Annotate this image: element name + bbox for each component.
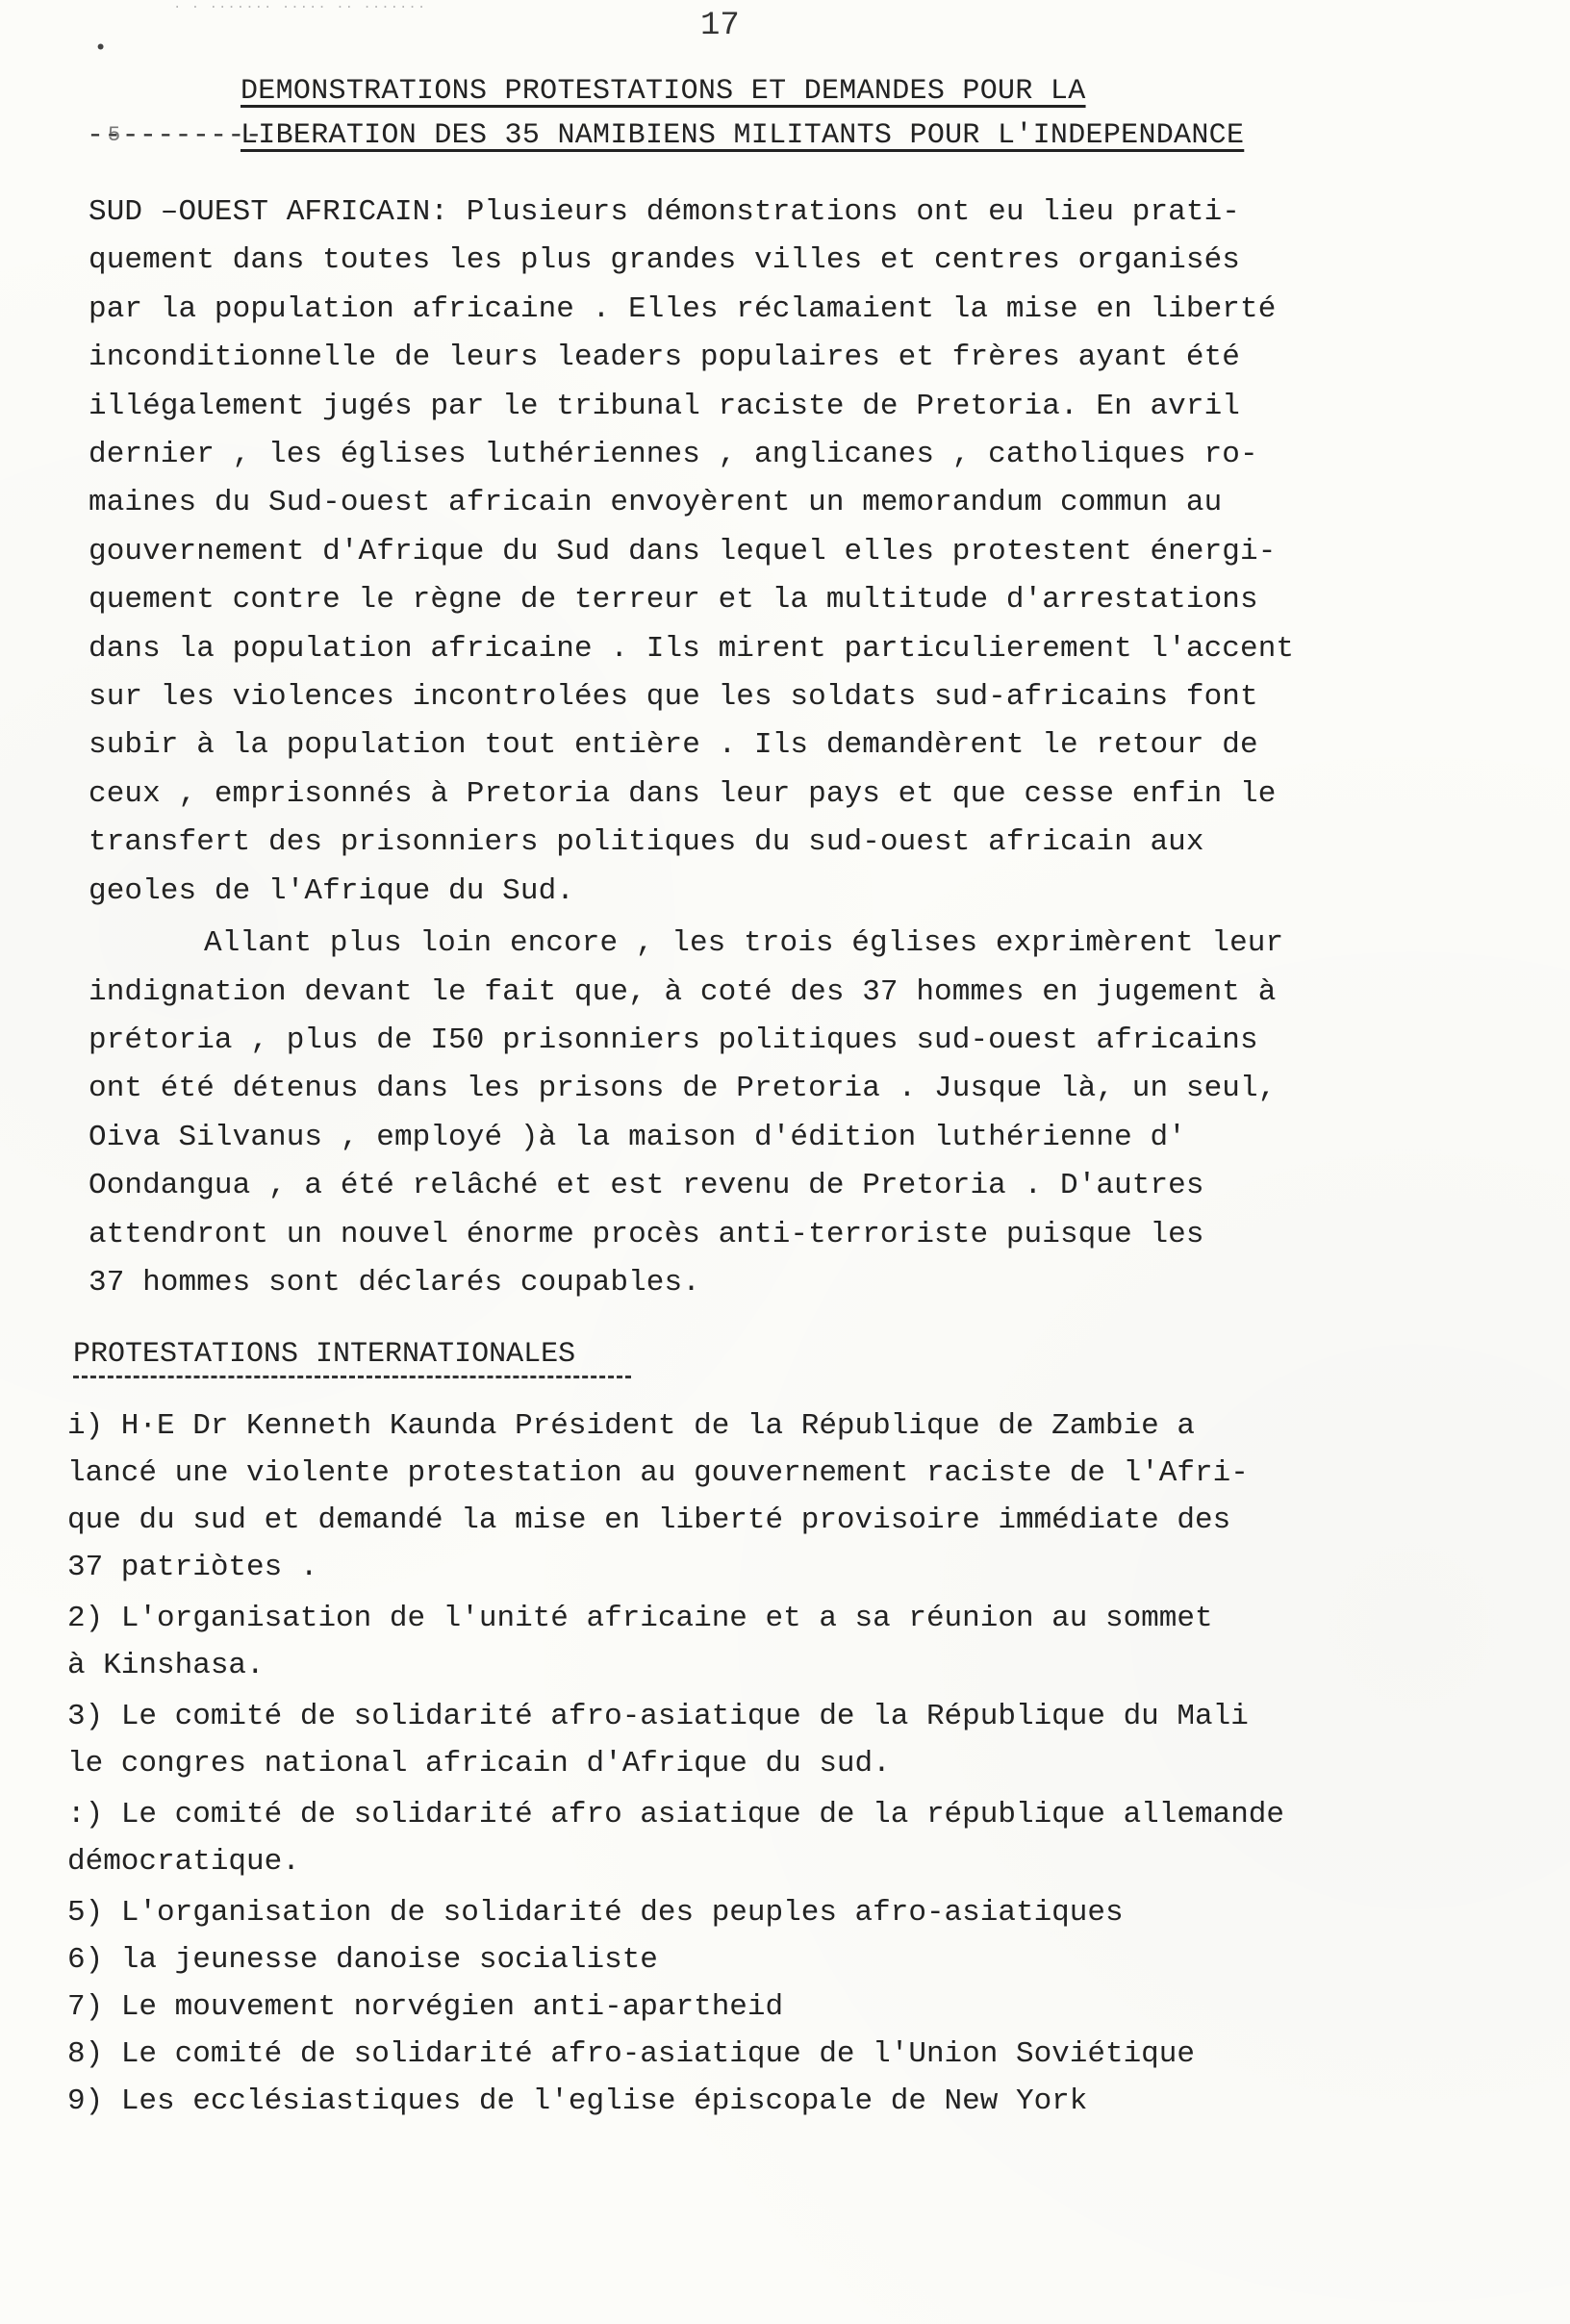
protest-list — [67, 1402, 1443, 2125]
list-item: 6) la jeunesse danoise socialiste — [67, 1943, 658, 1977]
document-body — [89, 189, 1445, 1307]
page-number: 17 — [700, 8, 740, 44]
list-item: :) Le comité de solidarité afro asiatique de la république allemande démocratique. — [67, 1798, 1285, 1879]
paragraph-1: SUD –OUEST AFRICAIN: Plusieurs démonstrations ont eu lieu prati- quement dans toutes les plus grandes villes et centres organisés par la population africaine . Elles réclamaient la mise en liberté inconditionnelle de leurs leaders populaires et frères ayant été illégalement jugés par le tribunal raciste de Pretoria. En avril dernier , les églises luthériennes , anglicanes , catholiques ro- maines du Sud-ouest africain envoyèrent un memorandum commun au gouvernement d'Afrique du Sud dans lequel elles protestent énergi- quement contre le règne de terreur et la multitude d'arrestations dans la population africaine . Ils mirent particulierement l'accent sur les violences incontrolées que les soldats sud-africains font subir à la population tout entière . Ils demandèrent le retour de ceux , emprisonnés à Pretoria dans leur pays et que cesse enfin le transfert des prisonniers politiques du sud-ouest africain aux geoles de l'Afrique du Sud. — [89, 195, 1295, 908]
title-line-2: ----- LIBERATION DES 35 NAMIBIENS MILITANTS POUR L'INDEPENDANCE — [250, 114, 1424, 158]
title-line-1: DEMONSTRATIONS PROTESTATIONS ET DEMANDES POUR LA — [241, 75, 1086, 108]
list-item: 3) Le comité de solidarité afro-asiatique de la République du Mali le congres national africain d'Afrique du sud. — [67, 1700, 1249, 1781]
corner-mark: • — [94, 37, 108, 61]
faded-stamp-text: · · ······· ····· ·· ······· — [173, 0, 427, 15]
margin-mark: 5 — [108, 123, 121, 147]
section-heading: PROTESTATIONS INTERNATIONALES — [73, 1338, 576, 1371]
list-item: i) H·E Dr Kenneth Kaunda Président de la République de Zambie a lancé une violente protestation au gouvernement raciste de l'Afri- que du sud et demandé la mise en liberté provisoire immédiate des 37 patriòtes . — [67, 1409, 1249, 1584]
list-item: 5) L'organisation de solidarité des peuples afro-asiatiques — [67, 1896, 1124, 1930]
list-item: 2) L'organisation de l'unité africaine et a sa réunion au sommet à Kinshasa. — [67, 1602, 1213, 1682]
section-heading-underline — [73, 1376, 631, 1378]
document-title — [241, 69, 1424, 158]
list-item: 8) Le comité de solidarité afro-asiatique de l'Union Soviétique — [67, 2037, 1195, 2071]
list-item: 9) Les ecclésiastiques de l'eglise épiscopale de New York — [67, 2084, 1088, 2118]
list-item: 7) Le mouvement norvégien anti-apartheid — [67, 1990, 784, 2024]
paragraph-2: Allant plus loin encore , les trois églises exprimèrent leur indignation devant le fait que, à coté des 37 hommes en jugement à prétoria , plus de I50 prisonniers politiques sud-ouest africains ont été détenus dans les prisons de Pretoria . Jusque là, un seul, Oiva Silvanus , employé )à la maison d'édition luthérienne d' Oondangua , a été relâché et est revenu de Pretoria . D'autres attendront un nouvel énorme procès anti-terroriste puisque les 37 hommes sont déclarés coupables. — [89, 926, 1284, 1300]
